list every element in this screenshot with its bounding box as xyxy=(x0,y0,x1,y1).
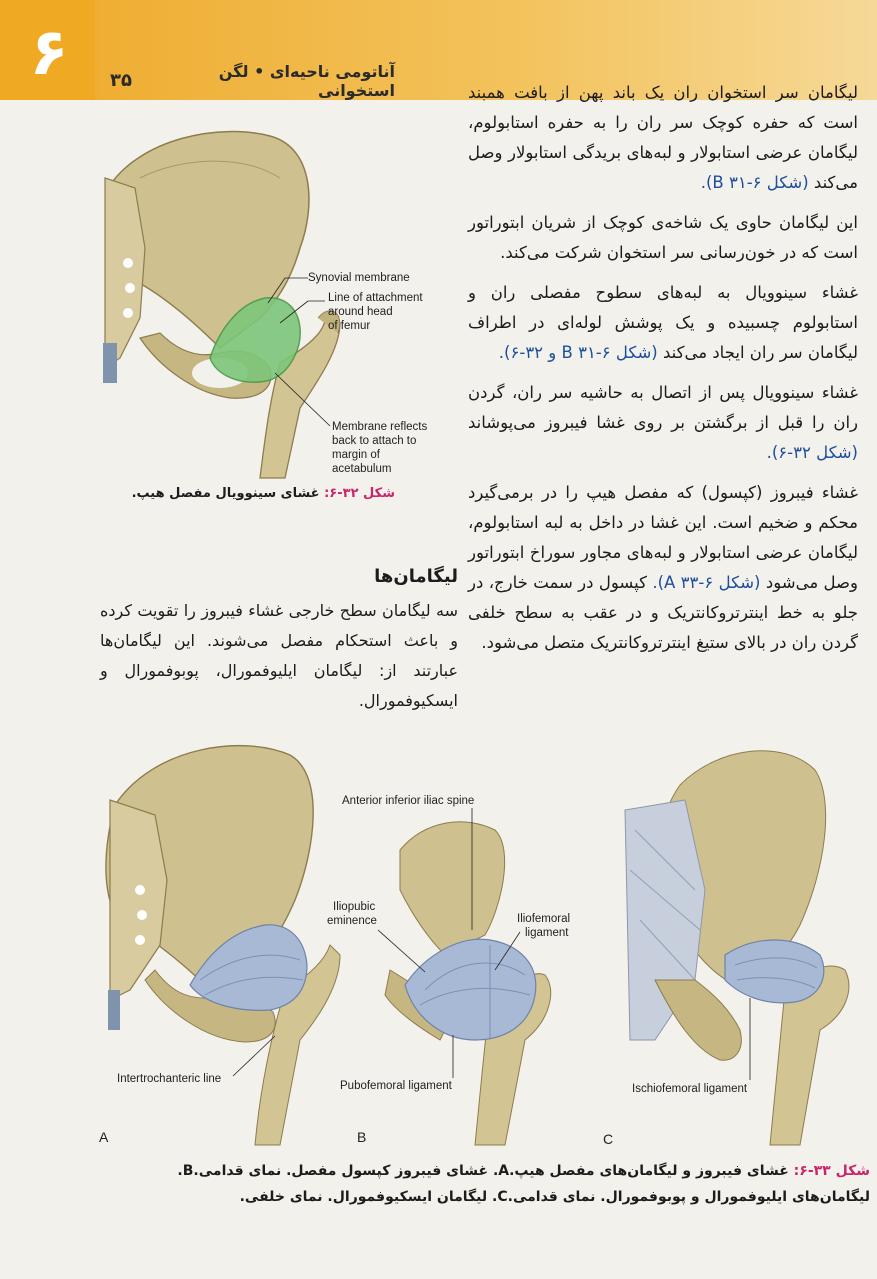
label-eminence: eminence xyxy=(327,915,377,927)
label-margin-of: margin of xyxy=(332,449,380,461)
figure-33-caption xyxy=(100,1158,870,1210)
panel-label-b: B xyxy=(357,1129,367,1145)
paragraph-1 xyxy=(468,78,858,198)
label-iliopubic: Iliopubic xyxy=(333,901,376,913)
panel-a xyxy=(99,746,340,1145)
section-heading-ligaments: لیگامان‌ها xyxy=(374,566,458,587)
paragraph-5-continued: کپسول در سمت خارج، در جلو به خط اینترتروکانتریک و در عقب به سطح خلفی گردن ران در بالای ستیغ اینترتروکانتریک متصل می‌شود. xyxy=(468,573,858,652)
label-of-femur: of femur xyxy=(328,320,371,332)
panel-label-a: A xyxy=(99,1129,109,1145)
figure-reference: (شکل ۳۲-۶). xyxy=(766,443,858,462)
figure-33-caption-label: شکل ۳۳-۶: xyxy=(793,1163,870,1179)
figure-33-caption-text: غشای فیبروز و لیگامان‌های مفصل هیپ.A. غشای فیبروز کپسول مفصل. نمای قدامی.B. لیگامان‌های ایلیوفمورال و پوبوفمورال. نمای قدامی.C. لیگامان ایسکیوفمورال. نمای خلفی. xyxy=(177,1163,870,1205)
label-ischiofemoral-ligament: Ischiofemoral ligament xyxy=(632,1083,748,1095)
figure-reference: (شکل B ۳۱-۶). xyxy=(700,173,809,192)
page-number: ۳۵ xyxy=(110,70,132,91)
ligaments-paragraph: سه لیگامان سطح خارجی غشاء فیبروز را تقویت کرده و باعث استحکام مفصل می‌شوند. این لیگامان‌ها عبارتند از: لیگامان ایلیوفمورال، پوبوفمورال و ایسکیوفمورال. xyxy=(100,601,458,710)
label-line-of-attachment: Line of attachment xyxy=(328,292,423,304)
paragraph-3 xyxy=(468,278,858,368)
right-column-text xyxy=(468,78,858,668)
panel-b xyxy=(327,795,570,1145)
label-intertrochanteric-line: Intertrochanteric line xyxy=(117,1073,222,1085)
figure-33-illustration xyxy=(95,740,870,1150)
label-synovial-membrane: Synovial membrane xyxy=(308,272,410,284)
label-iliofemoral: Iliofemoral xyxy=(517,913,571,925)
label-membrane-reflects: Membrane reflects xyxy=(332,421,428,433)
label-acetabulum: acetabulum xyxy=(332,463,392,475)
label-around-head: around head xyxy=(328,306,393,318)
label-ligament: ligament xyxy=(525,927,569,939)
paragraph-1-text: لیگامان سر استخوان ران یک باند پهن از بافت همبند است که حفره کوچک سر ران را به حفره استابولوم، لیگامان عرضی استابولار و لبه‌های بریدگی استابولار وصل می‌کند xyxy=(468,83,858,192)
chapter-number: ۶ xyxy=(29,16,69,90)
paragraph-5-text: غشاء فیبروز (کپسول) که مفصل هیپ را در برمی‌گیرد محکم و ضخیم است. این غشا در داخل به لبه استابولوم، لیگامان عرضی استابولار و لبه‌های مجاور سوراخ ابتوراتور وصل می‌شود xyxy=(468,483,859,592)
paragraph-3-text: غشاء سینوویال به لبه‌های سطوح مفصلی ران و استابولوم چسبیده و یک پوشش لوله‌ای در اطراف لیگامان سر ران ایجاد می‌کند xyxy=(468,283,858,362)
paragraph-4-text: غشاء سینوویال پس از اتصال به حاشیه سر ران، گردن ران را قبل از برگشتن بر روی غشا فیبروز می‌پوشاند xyxy=(468,383,858,432)
figure-32-illustration xyxy=(100,118,455,483)
figure-32-caption-label: شکل ۳۲-۶: xyxy=(324,486,395,501)
label-pubofemoral-ligament: Pubofemoral ligament xyxy=(340,1080,452,1092)
paragraph-2: این لیگامان حاوی یک شاخه‌ی کوچک از شریان ابتوراتور است که در خون‌رسانی سر استخوان شرکت می‌کند. xyxy=(468,213,858,262)
figure-reference: (شکل B ۳۱-۶ و ۳۲-۶). xyxy=(498,343,658,362)
figure-32-caption-text: غشای سینوویال مفصل هیپ. xyxy=(131,486,320,501)
figure-reference: (شکل A ۳۳-۶). xyxy=(652,573,761,592)
running-title: آناتومی ناحیه‌ای • لگن استخوانی xyxy=(218,62,395,100)
panel-label-c: C xyxy=(603,1131,614,1147)
label-anterior-inferior-iliac-spine: Anterior inferior iliac spine xyxy=(342,795,475,807)
panel-b-ilium xyxy=(400,822,505,955)
paragraph-4 xyxy=(468,378,858,468)
paragraph-5 xyxy=(468,478,858,658)
panel-c-ischiofemoral-ligament xyxy=(725,940,824,1003)
figure-32-caption xyxy=(105,486,395,501)
label-back-to-attach: back to attach to xyxy=(332,435,417,447)
panel-c xyxy=(603,751,849,1147)
